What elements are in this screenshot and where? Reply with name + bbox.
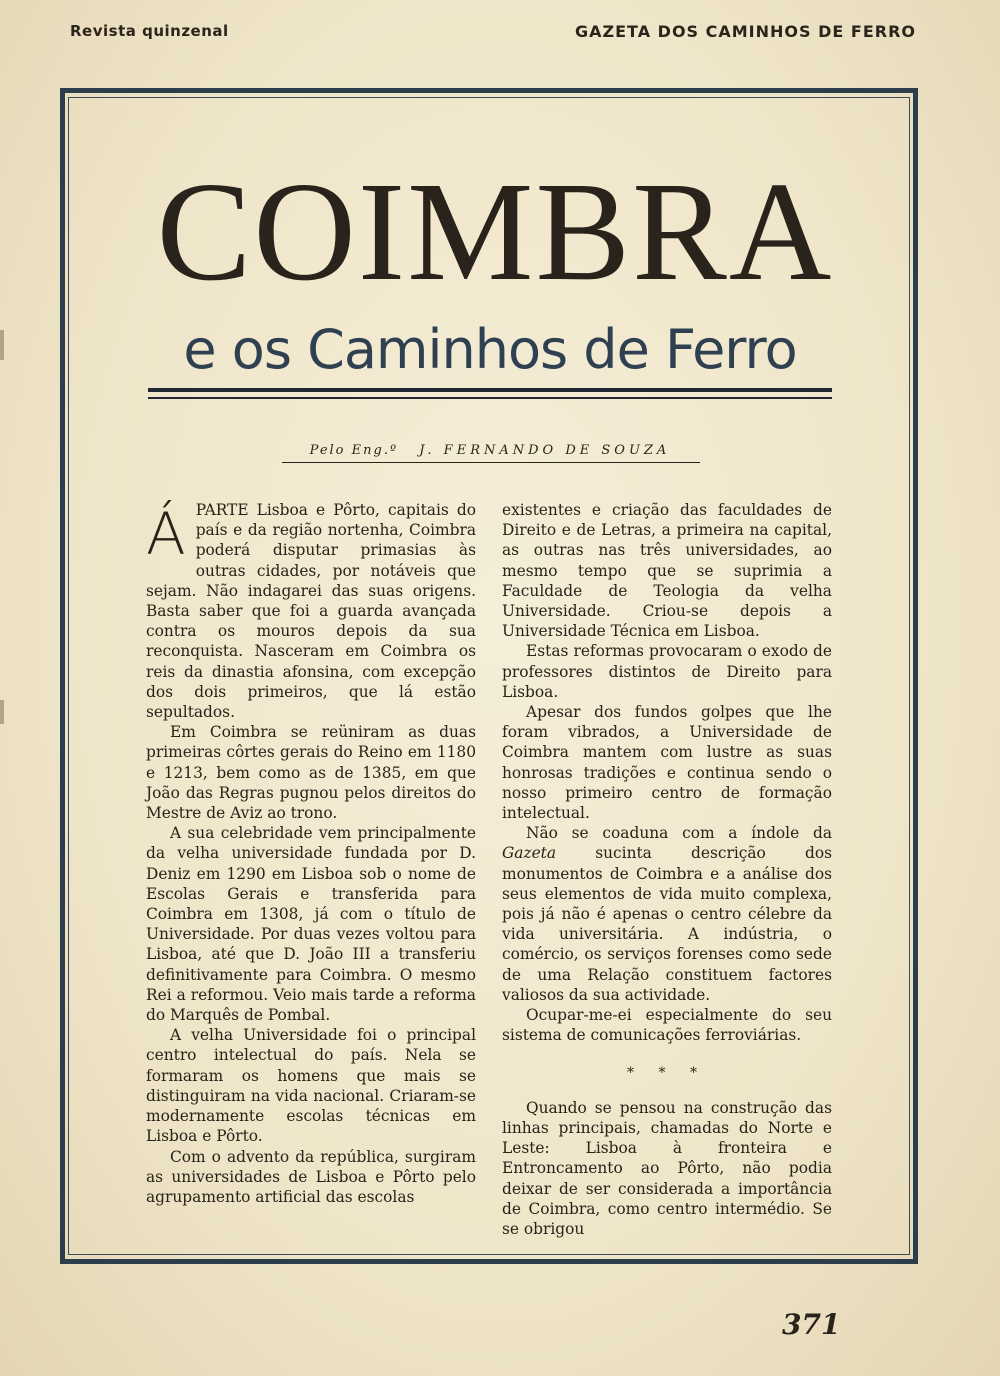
article-subtitle: e os Caminhos de Ferro xyxy=(183,318,797,381)
running-header-left: Revista quinzenal xyxy=(70,22,229,40)
drop-cap: Á xyxy=(146,500,186,568)
page-number: 371 xyxy=(782,1308,841,1341)
article-paragraph: Ocupar-me-ei especialmente do seu sistema de comunicações ferroviárias. xyxy=(502,1006,832,1045)
paragraph-text: sucinta descrição dos monumentos de Coimbra e a análise dos seus elementos de vida muito complexa, pois já não é apenas o centro célebre da vida universitária. A indústria, o comércio, os serviços forenses como sede de uma Relação constituem factores valiosos da sua actividade. xyxy=(502,844,832,1004)
byline-underline xyxy=(282,462,700,463)
article-paragraph xyxy=(502,823,832,1005)
byline-author: J. FERNANDO DE SOUZA xyxy=(419,443,671,458)
binding-mark xyxy=(0,330,4,360)
article-column-right xyxy=(502,500,832,1239)
article-paragraph: A velha Universidade foi o principal centro intelectual do país. Nela se formaram os homens que mais se distinguiram na vida nacional. Criaram-se modernamente escolas técnicas em Lisboa e Pôrto. xyxy=(146,1026,476,1146)
binding-mark xyxy=(0,700,4,724)
article-paragraph: Com o advento da república, surgiram as universidades de Lisboa e Pôrto pelo agrupamento artificial das escolas xyxy=(146,1147,476,1206)
title-rule-thin xyxy=(148,397,832,399)
article-title: COIMBRA xyxy=(156,152,834,310)
article-paragraph: Apesar dos fundos golpes que lhe foram vibrados, a Universidade de Coimbra mantem com lustre as suas honrosas tradições e continua sendo o nosso primeiro centro de formação intelectual. xyxy=(502,703,832,823)
article-column-left xyxy=(146,500,476,1207)
article-paragraph: Estas reformas provocaram o exodo de professores distintos de Direito para Lisboa. xyxy=(502,642,832,701)
article-paragraph: Quando se pensou na construção das linhas principais, chamadas do Norte e Leste: Lisboa à fronteira e Entroncamento ao Pôrto, não podia deixar de ser considerada a importância de Coimbra, como centro intermédio. Se se obrigou xyxy=(502,1098,832,1238)
paragraph-text: Não se coaduna com a índole da xyxy=(526,824,832,843)
section-separator: * * * xyxy=(627,1065,707,1082)
running-header-right: GAZETA DOS CAMINHOS DE FERRO xyxy=(574,22,916,41)
title-rule-thick xyxy=(148,388,832,392)
article-paragraph xyxy=(146,500,476,722)
article-paragraph: Em Coimbra se reüniram as duas primeiras côrtes gerais do Reino em 1180 e 1213, bem como as de 1385, em que João das Regras pugnou pelos direitos do Mestre de Aviz ao trono. xyxy=(146,723,476,823)
article-paragraph: A sua celebridade vem principalmente da velha universidade fundada por D. Deniz em 1290 em Lisboa sob o nome de Escolas Gerais e transferida para Coimbra em 1308, já com o título de Universidade. Por duas vezes voltou para Lisboa, até que D. João III a transferiu definitivamente para Coimbra. O mesmo Rei a reformou. Veio mais tarde a reforma do Marquês de Pombal. xyxy=(146,824,476,1025)
paragraph-text: PARTE Lisboa e Pôrto, capitais do país e da região nortenha, Coimbra poderá disputar primasias às outras cidades, por notáveis que sejam. Não indagarei das suas origens. Basta saber que foi a guarda avançada contra os mouros depois da sua reconquista. Nasceram em Coimbra os reis da dinastia afonsina, com excepção dos dois primeiros, que lá estão sepultados. xyxy=(146,501,476,722)
publication-name: Gazeta xyxy=(502,844,557,863)
article-paragraph: existentes e criação das faculdades de Direito e de Letras, a primeira na capital, as outras nas três universidades, ao mesmo tempo que se suprimia a Faculdade de Teologia da velha Universidade. Criou-se depois a Universidade Técnica em Lisboa. xyxy=(502,501,832,641)
byline xyxy=(200,443,780,458)
byline-prefix: Pelo Eng.º xyxy=(309,443,399,458)
